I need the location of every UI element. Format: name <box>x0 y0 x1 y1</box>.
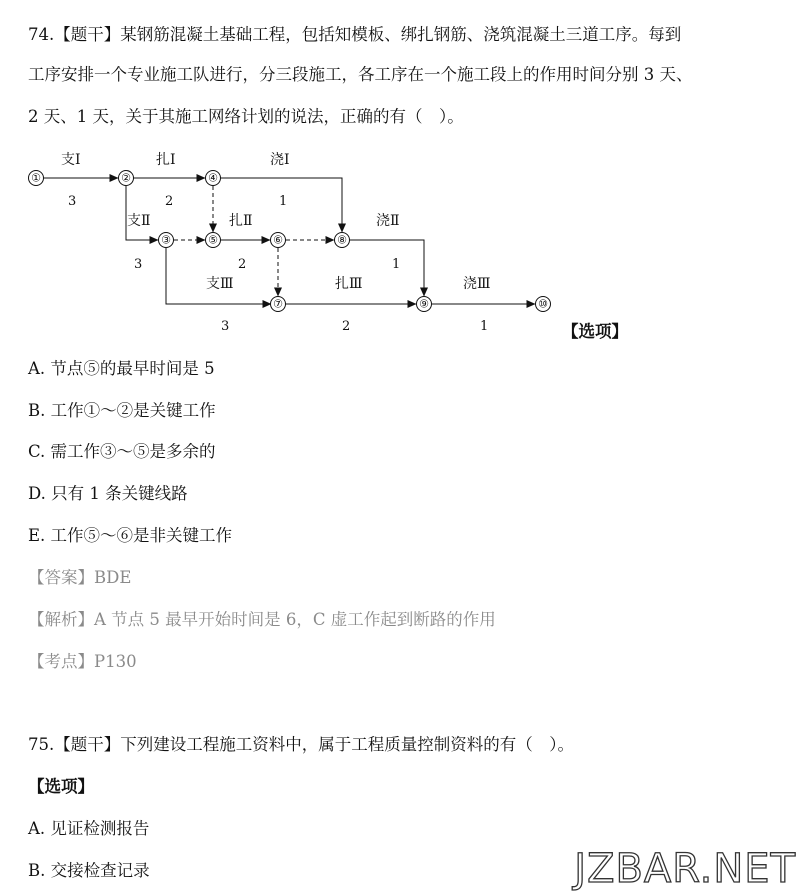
node-9 <box>417 297 432 312</box>
duration-2-4: 2 <box>165 194 174 209</box>
label-zhi-2: 支Ⅱ <box>127 213 151 229</box>
node-10 <box>536 297 551 312</box>
q74-stem-line-1: 74.【题干】某钢筋混凝土基础工程，包括知模板、绑扎钢筋、浇筑混凝土三道工序。每到 <box>28 25 682 44</box>
node-2 <box>119 171 134 186</box>
duration-4-8: 1 <box>279 194 288 209</box>
node-5 <box>206 233 221 248</box>
q74-stem-line-2: 工序安排一个专业施工队进行，分三段施工，各工序在一个施工段上的作用时间分别 3 天、 <box>28 65 693 84</box>
q74-stem-line-3: 2 天、1 天，关于其施工网络计划的说法，正确的有（ ）。 <box>28 107 464 126</box>
q74-answer: 【答案】BDE <box>28 568 132 587</box>
q75-stem: 75.【题干】下列建设工程施工资料中，属于工程质量控制资料的有（ ）。 <box>28 735 574 754</box>
svg-text:⑥: ⑥ <box>273 233 283 247</box>
node-4 <box>206 171 221 186</box>
duration-5-6: 2 <box>238 257 247 272</box>
network-diagram <box>0 140 800 340</box>
svg-text:②: ② <box>121 171 131 185</box>
q74-kaodian: 【考点】P130 <box>28 652 137 671</box>
node-1 <box>29 171 44 186</box>
q74-option-d: D. 只有 1 条关键线路 <box>28 484 188 503</box>
q75-options-heading: 【选项】 <box>28 777 94 796</box>
svg-text:③: ③ <box>161 233 171 247</box>
svg-text:④: ④ <box>208 171 218 185</box>
label-zha-1: 扎Ⅰ <box>156 152 176 168</box>
label-jiao-3: 浇Ⅲ <box>463 276 491 292</box>
label-zha-2: 扎Ⅱ <box>229 213 253 229</box>
duration-8-9: 1 <box>392 257 401 272</box>
q74-option-b: B. 工作①～②是关键工作 <box>28 401 216 420</box>
node-7 <box>271 297 286 312</box>
svg-text:⑧: ⑧ <box>337 233 347 247</box>
q74-analysis: 【解析】A 节点 5 最早开始时间是 6，C 虚工作起到断路的作用 <box>28 610 496 629</box>
node-6 <box>271 233 286 248</box>
duration-7-9: 2 <box>342 319 351 334</box>
svg-text:⑦: ⑦ <box>273 297 283 311</box>
duration-2-3: 3 <box>134 257 143 272</box>
q74-option-e: E. 工作⑤～⑥是非关键工作 <box>28 526 233 545</box>
label-zhi-1: 支Ⅰ <box>61 152 81 168</box>
svg-text:①: ① <box>31 171 41 185</box>
svg-text:⑩: ⑩ <box>538 297 548 311</box>
q75-option-b: B. 交接检查记录 <box>28 861 150 880</box>
duration-1-2: 3 <box>68 194 77 209</box>
q74-option-a: A. 节点⑤的最早时间是 5 <box>28 359 215 378</box>
site-watermark: JZBAR.NET <box>574 846 796 892</box>
svg-text:⑤: ⑤ <box>208 233 218 247</box>
q75-option-a: A. 见证检测报告 <box>28 819 150 838</box>
q74-option-c: C. 需工作③～⑤是多余的 <box>28 442 216 461</box>
duration-3-7: 3 <box>221 319 230 334</box>
label-zhi-3: 支Ⅲ <box>206 276 234 292</box>
q74-options-heading: 【选项】 <box>562 322 628 341</box>
svg-text:⑨: ⑨ <box>419 297 429 311</box>
node-3 <box>159 233 174 248</box>
node-8 <box>335 233 350 248</box>
label-zha-3: 扎Ⅲ <box>335 276 363 292</box>
label-jiao-2: 浇Ⅱ <box>376 213 400 229</box>
label-jiao-1: 浇Ⅰ <box>270 152 290 168</box>
duration-9-10: 1 <box>480 319 489 334</box>
